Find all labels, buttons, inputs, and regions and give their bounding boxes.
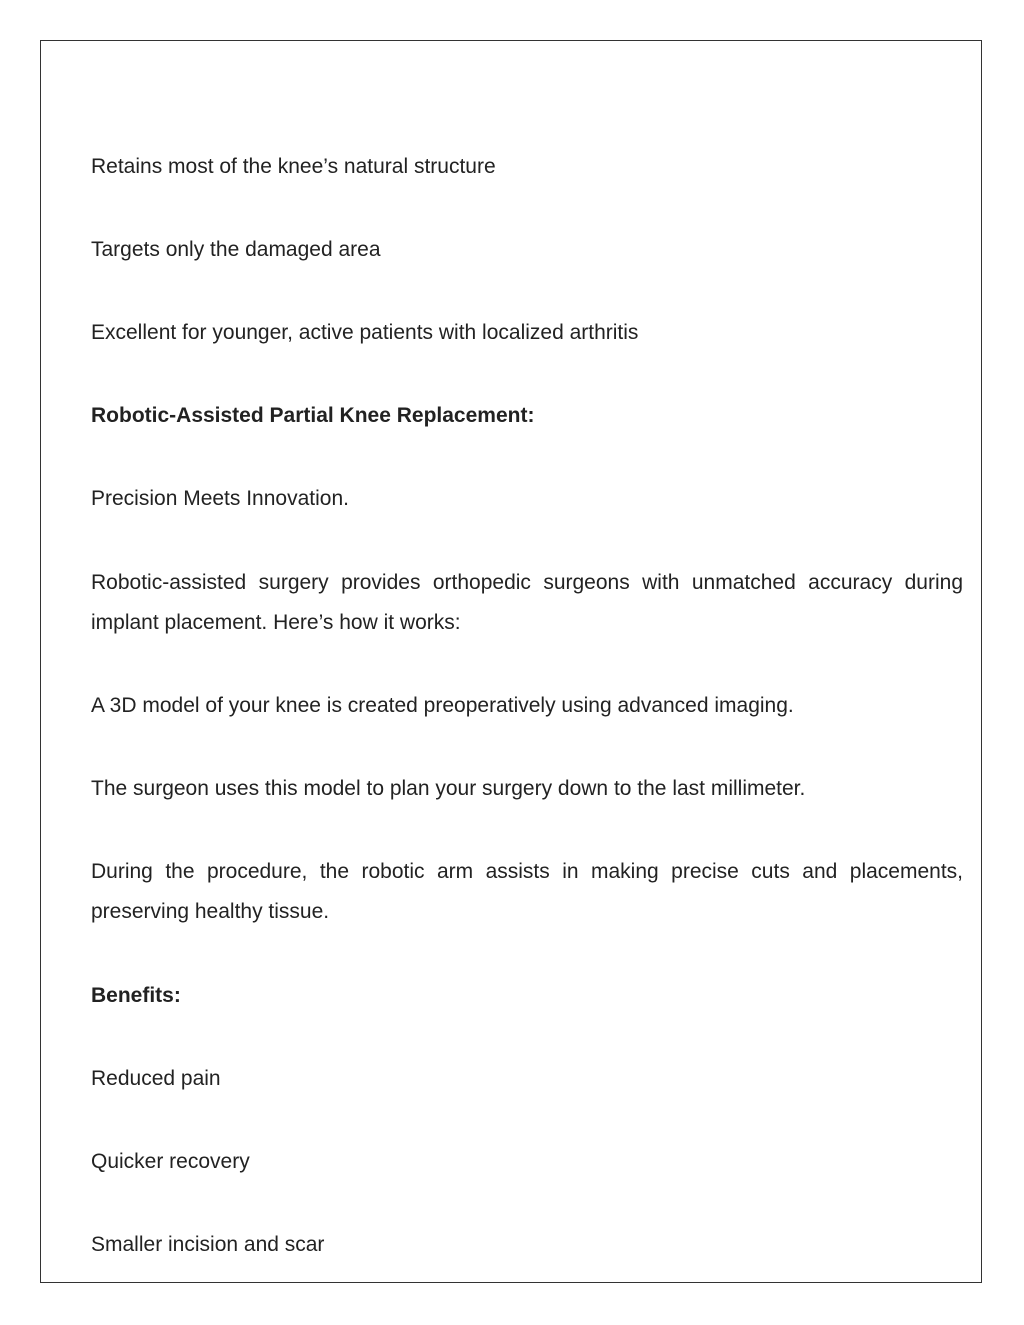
step-robotic-arm: During the procedure, the robotic arm assists in making precise cuts and placements, preserving healthy tissue. (91, 860, 963, 923)
section-heading-benefits: Benefits: (91, 984, 181, 1007)
tagline: Precision Meets Innovation. (91, 487, 349, 510)
benefit-targets-damaged-area: Targets only the damaged area (91, 238, 381, 261)
section-heading-robotic: Robotic-Assisted Partial Knee Replacement: (91, 404, 535, 427)
benefit-younger-patients: Excellent for younger, active patients with localized arthritis (91, 321, 639, 344)
benefit-quicker-recovery: Quicker recovery (91, 1150, 250, 1173)
benefit-smaller-incision: Smaller incision and scar (91, 1233, 325, 1256)
step-3d-model: A 3D model of your knee is created preoperatively using advanced imaging. (91, 694, 794, 717)
step-plan-surgery: The surgeon uses this model to plan your surgery down to the last millimeter. (91, 777, 806, 800)
robotic-intro-paragraph: Robotic-assisted surgery provides orthopedic surgeons with unmatched accuracy during implant placement. Here’s how it works: (91, 571, 963, 634)
benefit-natural-structure: Retains most of the knee’s natural structure (91, 155, 496, 178)
benefit-reduced-pain: Reduced pain (91, 1067, 221, 1090)
